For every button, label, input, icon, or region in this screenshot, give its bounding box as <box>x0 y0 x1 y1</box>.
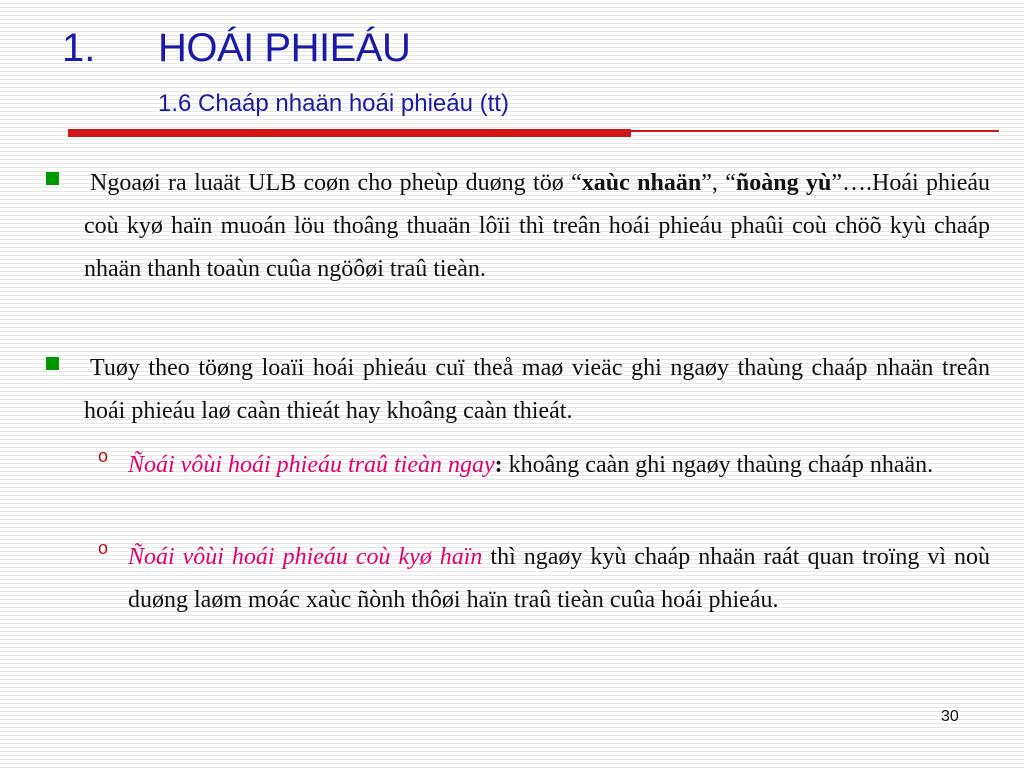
sub-bullet-text-1 <box>128 444 990 487</box>
sub-bullet-1-colon: : <box>494 452 503 478</box>
sub-bullet-2-emphasis: Ñoái vôùi hoái phieáu coù kyø haïn <box>128 544 483 570</box>
sub-bullet-item-1 <box>98 444 990 487</box>
bullet-1-text-part: ”, “ <box>701 170 736 196</box>
bullet-1-text-part: ”….Hoái phieáu coù kyø haïn muoán löu thoâng thuaän lôïi thì treân hoái phieáu phaûi coù chöõ kyù chaáp nhaän thanh toaùn cuûa ngöôøi traû tieàn. <box>84 170 990 282</box>
bullet-item-1 <box>46 162 990 291</box>
bullet-text-2: Tuøy theo töøng loaïi hoái phieáu cuï theå maø vieäc ghi ngaøy thaùng chaáp nhaän treân hoái phieáu laø caàn thieát hay khoâng caàn thieát. <box>84 355 990 424</box>
bullet-1-text-part: Ngoaøi ra luaät ULB coøn cho pheùp duøng töø “ <box>90 170 582 196</box>
green-square-bullet-icon <box>46 172 59 185</box>
bullet-text-1 <box>84 162 990 291</box>
sub-bullet-1-emphasis: Ñoái vôùi hoái phieáu traû tieàn ngay <box>128 452 495 478</box>
bullet-1-bold-term: xaùc nhaän <box>581 170 702 196</box>
sub-bullet-1-body: khoâng caàn ghi ngaøy thaùng chaáp nhaän. <box>502 452 934 478</box>
page-number: 30 <box>941 708 959 725</box>
slide-title: HOÁI PHIEÁU <box>158 26 411 70</box>
sub-bullet-2-body: thì ngaøy kyù chaáp nhaän raát quan troïng vì noù duøng laøm moác xaùc ñònh thôøi haïn traû tieàn cuûa hoái phieáu. <box>128 544 990 613</box>
bullet-item-2 <box>46 347 990 433</box>
slide-subtitle: 1.6 Chaáp nhaän hoái phieáu (tt) <box>158 90 509 117</box>
hollow-o-bullet-icon: o <box>98 446 109 466</box>
hollow-o-bullet-icon: o <box>98 538 109 558</box>
sub-bullet-text-2 <box>128 536 990 622</box>
bullet-1-bold-term: ñoàng yù <box>735 170 832 196</box>
title-underline-thick <box>68 129 631 137</box>
title-number: 1. <box>62 26 96 70</box>
green-square-bullet-icon <box>46 357 59 370</box>
title-underline-thin <box>631 130 999 132</box>
sub-bullet-item-2 <box>98 536 990 622</box>
